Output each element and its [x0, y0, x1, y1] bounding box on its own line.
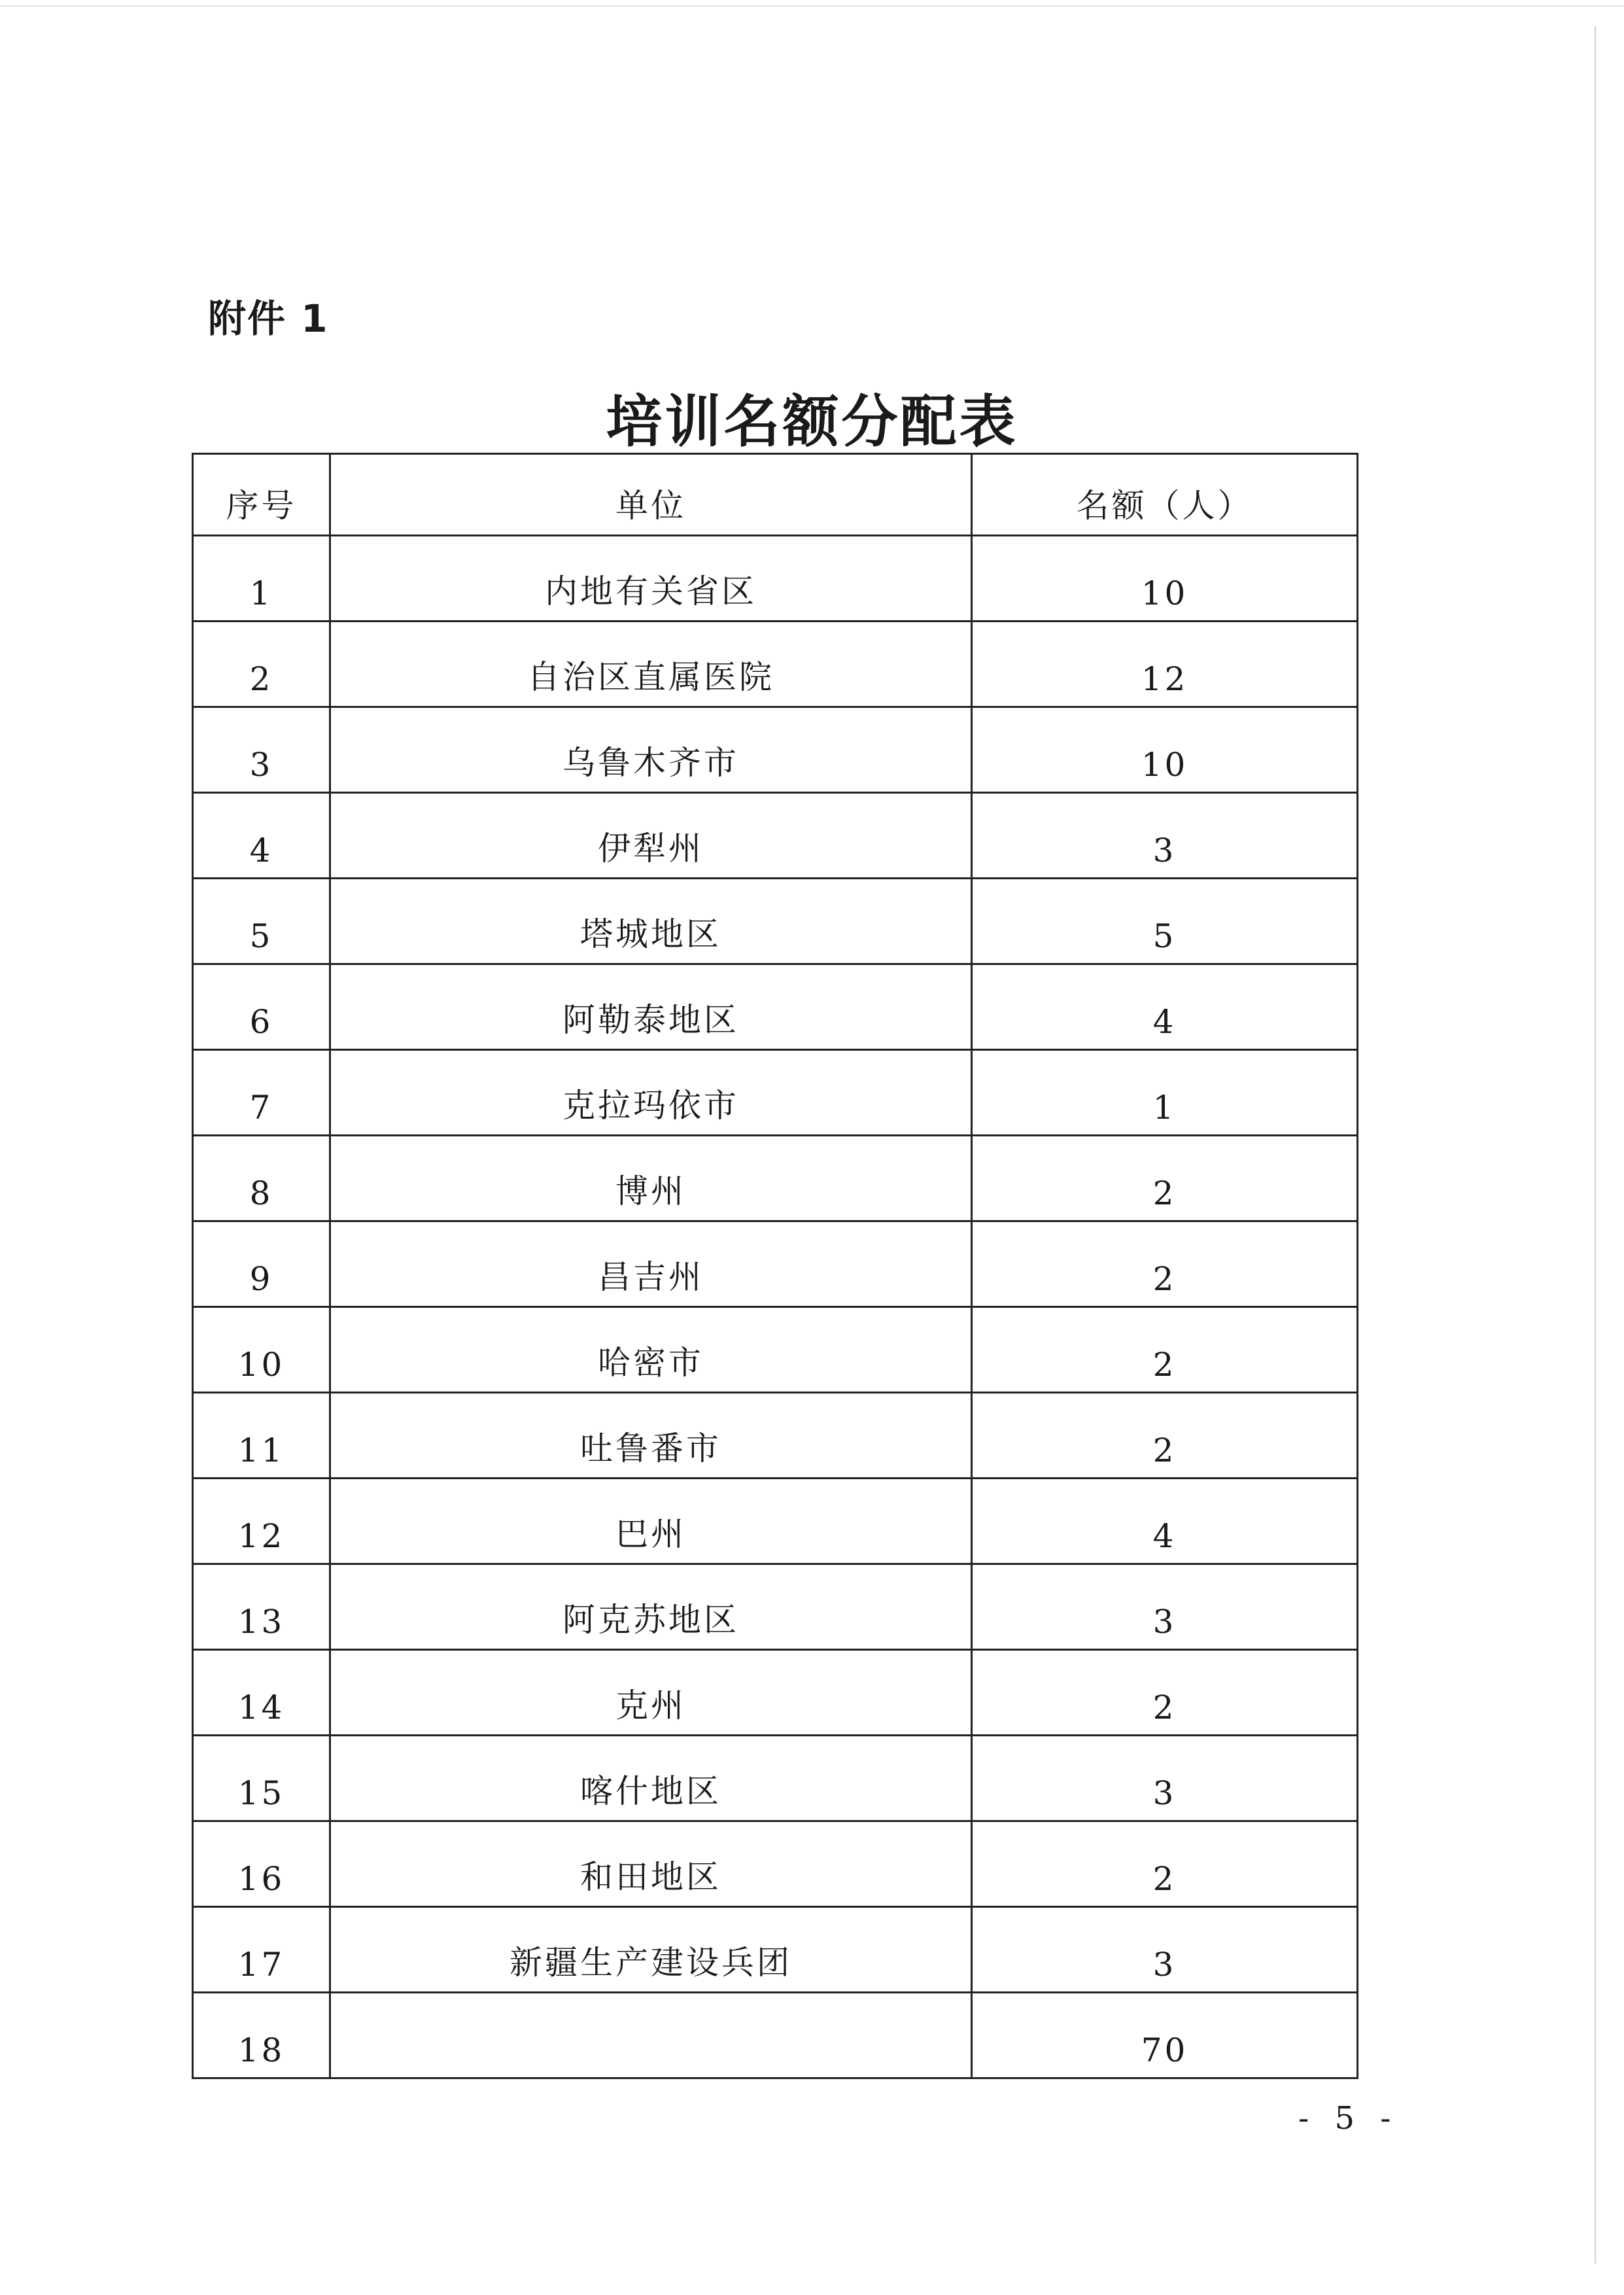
cell-quota: 10 — [972, 707, 1358, 793]
cell-quota: 3 — [972, 1907, 1358, 1993]
cell-quota: 3 — [972, 1564, 1358, 1650]
cell-index: 9 — [193, 1221, 330, 1307]
cell-unit: 喀什地区 — [330, 1736, 972, 1821]
table-row — [193, 964, 1358, 1050]
cell-quota: 3 — [972, 793, 1358, 879]
quota-table — [192, 453, 1358, 2079]
cell-unit: 内地有关省区 — [330, 536, 972, 622]
table-header-row — [193, 454, 1358, 536]
cell-index: 17 — [193, 1907, 330, 1993]
cell-index: 4 — [193, 793, 330, 879]
cell-index: 8 — [193, 1136, 330, 1221]
table-row — [193, 793, 1358, 879]
cell-index: 6 — [193, 964, 330, 1050]
cell-quota: 2 — [972, 1136, 1358, 1221]
cell-index: 11 — [193, 1393, 330, 1479]
table-row — [193, 1307, 1358, 1393]
cell-index: 16 — [193, 1821, 330, 1907]
cell-index: 13 — [193, 1564, 330, 1650]
page-number: - 5 - — [1298, 2100, 1399, 2137]
cell-index: 14 — [193, 1650, 330, 1736]
table-row — [193, 1907, 1358, 1993]
table-row — [193, 536, 1358, 622]
cell-unit: 克州 — [330, 1650, 972, 1736]
cell-unit: 哈密市 — [330, 1307, 972, 1393]
cell-unit: 昌吉州 — [330, 1221, 972, 1307]
cell-unit: 吐鲁番市 — [330, 1393, 972, 1479]
cell-unit: 阿勒泰地区 — [330, 964, 972, 1050]
cell-quota: 12 — [972, 622, 1358, 707]
cell-unit — [330, 1993, 972, 2078]
cell-index: 15 — [193, 1736, 330, 1821]
page-title: 培训名额分配表 — [606, 389, 1018, 455]
cell-quota: 3 — [972, 1736, 1358, 1821]
cell-quota: 70 — [972, 1993, 1358, 2078]
table-row — [193, 1993, 1358, 2078]
header-unit: 单位 — [330, 454, 972, 536]
cell-index: 12 — [193, 1479, 330, 1564]
cell-quota: 1 — [972, 1050, 1358, 1136]
table-row — [193, 1821, 1358, 1907]
cell-unit: 乌鲁木齐市 — [330, 707, 972, 793]
cell-unit: 塔城地区 — [330, 879, 972, 964]
scan-edge-top — [0, 5, 1624, 7]
cell-unit: 阿克苏地区 — [330, 1564, 972, 1650]
scan-edge-right — [1595, 26, 1596, 2264]
cell-index: 10 — [193, 1307, 330, 1393]
table-row — [193, 622, 1358, 707]
cell-quota: 2 — [972, 1221, 1358, 1307]
cell-index: 3 — [193, 707, 330, 793]
cell-unit: 自治区直属医院 — [330, 622, 972, 707]
cell-quota: 2 — [972, 1393, 1358, 1479]
header-index: 序号 — [193, 454, 330, 536]
table-row — [193, 879, 1358, 964]
cell-quota: 2 — [972, 1650, 1358, 1736]
table-row — [193, 1136, 1358, 1221]
cell-index: 7 — [193, 1050, 330, 1136]
table-row — [193, 1050, 1358, 1136]
cell-unit: 和田地区 — [330, 1821, 972, 1907]
cell-unit: 伊犁州 — [330, 793, 972, 879]
cell-quota: 4 — [972, 1479, 1358, 1564]
cell-index: 1 — [193, 536, 330, 622]
cell-index: 18 — [193, 1993, 330, 2078]
cell-unit: 新疆生产建设兵团 — [330, 1907, 972, 1993]
cell-quota: 10 — [972, 536, 1358, 622]
table-row — [193, 1650, 1358, 1736]
cell-quota: 2 — [972, 1821, 1358, 1907]
cell-quota: 2 — [972, 1307, 1358, 1393]
cell-quota: 5 — [972, 879, 1358, 964]
table-row — [193, 1393, 1358, 1479]
cell-unit: 克拉玛依市 — [330, 1050, 972, 1136]
cell-index: 2 — [193, 622, 330, 707]
table-row — [193, 1736, 1358, 1821]
attachment-label: 附件 1 — [208, 296, 329, 341]
table-row — [193, 707, 1358, 793]
cell-quota: 4 — [972, 964, 1358, 1050]
cell-unit: 博州 — [330, 1136, 972, 1221]
table-row — [193, 1221, 1358, 1307]
table-row — [193, 1564, 1358, 1650]
table-row — [193, 1479, 1358, 1564]
cell-unit: 巴州 — [330, 1479, 972, 1564]
header-quota: 名额（人） — [972, 454, 1358, 536]
cell-index: 5 — [193, 879, 330, 964]
